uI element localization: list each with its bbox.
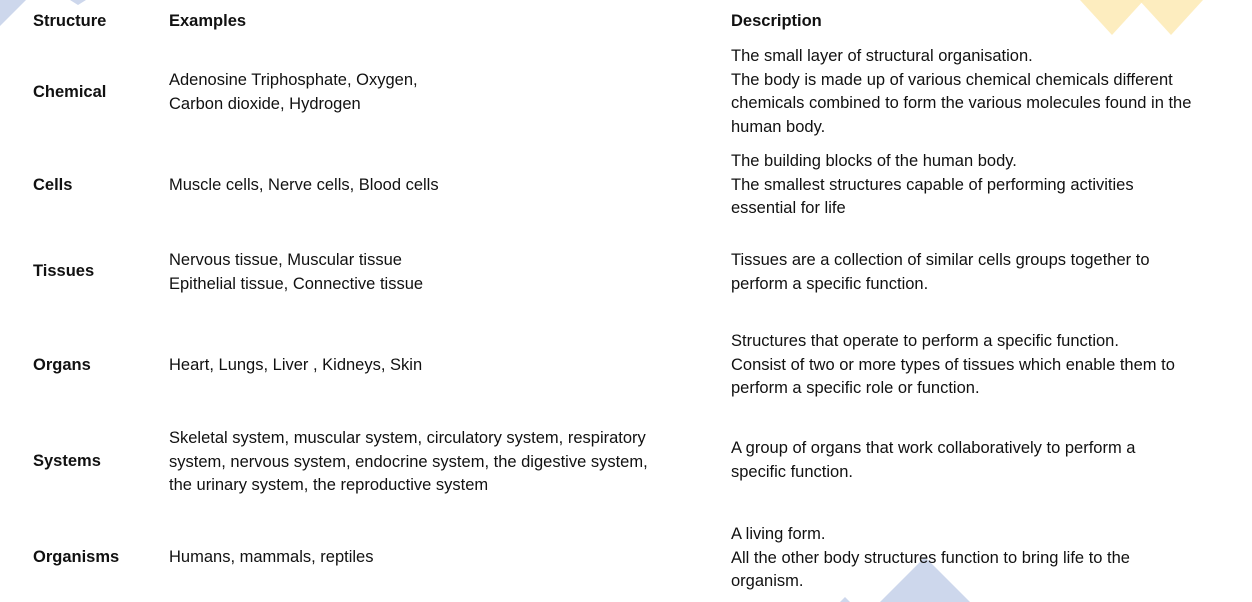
- row-examples: Adenosine Triphosphate, Oxygen, Carbon dioxide, Hydrogen: [169, 71, 418, 113]
- row-structure: Systems: [33, 452, 101, 470]
- row-structure: Chemical: [33, 83, 107, 101]
- yellow-diamond-left: [1080, 0, 1144, 35]
- row-description: Structures that operate to perform a specific function. Consist of two or more types of tissues which enable them to perform a specific role or function.: [731, 332, 1175, 397]
- header-description: Description: [731, 12, 822, 30]
- row-description: The building blocks of the human body. The smallest structures capable of performing activities essential for life: [731, 152, 1134, 217]
- yellow-diamond-right: [1139, 0, 1203, 35]
- blue-corner-shape-small: [70, 0, 86, 5]
- row-examples: Nervous tissue, Muscular tissue Epithelial tissue, Connective tissue: [169, 251, 424, 293]
- blue-corner-shape: [0, 0, 26, 26]
- blue-triangle-small: [840, 597, 850, 602]
- row-description: The small layer of structural organisation. The body is made up of various chemical chemicals different chemicals combined to form the various molecules found in the human body.: [731, 47, 1192, 136]
- row-description: Tissues are a collection of similar cells groups together to perform a specific function.: [731, 251, 1150, 293]
- row-examples: Heart, Lungs, Liver , Kidneys, Skin: [169, 356, 423, 374]
- row-structure: Cells: [33, 176, 73, 194]
- row-examples: Muscle cells, Nerve cells, Blood cells: [169, 176, 439, 194]
- header-examples: Examples: [169, 12, 247, 30]
- row-structure: Organs: [33, 356, 91, 374]
- row-description: A living form. All the other body structures function to bring life to the organism.: [731, 525, 1130, 590]
- header-structure: Structure: [33, 12, 107, 30]
- row-description: A group of organs that work collaboratively to perform a specific function.: [731, 439, 1136, 481]
- row-examples: Humans, mammals, reptiles: [169, 548, 374, 566]
- row-structure: Tissues: [33, 262, 95, 280]
- row-examples: Skeletal system, muscular system, circulatory system, respiratory system, nervous system, endocrine system, the digestive system, the urinary system, the reproductive system: [169, 429, 648, 494]
- row-structure: Organisms: [33, 548, 120, 566]
